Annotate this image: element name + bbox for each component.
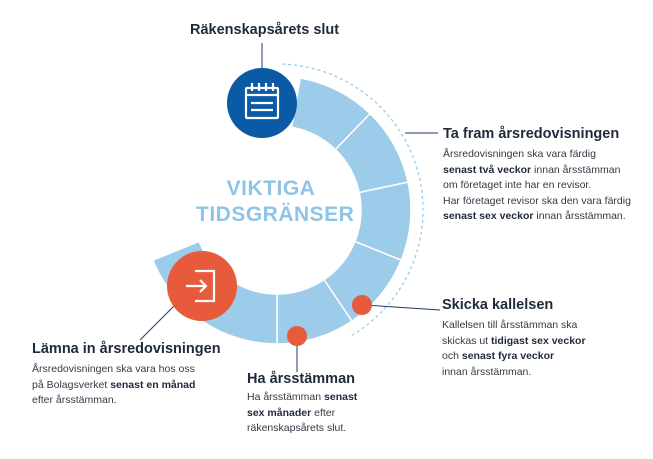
body-text: på Bolagsverket (32, 378, 111, 391)
body-text: Årsredovisningen ska vara färdig (443, 148, 596, 160)
emphasis-text: senast två veckor (443, 163, 532, 176)
submit-text-line-3 (32, 393, 221, 409)
body-text: Ha årsstämman (247, 391, 325, 403)
notice-text (442, 318, 586, 380)
notice-text-line-3 (442, 349, 586, 365)
notice-text-line-2 (442, 334, 586, 350)
body-text: Har företaget revisor ska den vara färdig (443, 194, 631, 207)
notice-marker-dot (352, 295, 372, 315)
submit-text-line-1 (32, 362, 221, 378)
body-text: innan årsstämman. (533, 210, 626, 222)
annual-report-text-line-4 (443, 194, 631, 210)
fiscal-year-end-heading: Räkenskapsårets slut (190, 22, 340, 38)
step-submit (32, 340, 221, 409)
annual-report-text-line-3 (443, 178, 631, 194)
notice-text-line-4 (442, 365, 586, 381)
step-fiscal-year-end (190, 21, 339, 39)
emphasis-text: tidigast sex veckor (491, 334, 586, 347)
submit-text-line-2 (32, 378, 221, 394)
body-text: efter (311, 406, 336, 419)
submit-text (32, 362, 221, 409)
emphasis-text: senast fyra veckor (461, 350, 555, 362)
center-title-line-1: VIKTIGA (226, 177, 316, 200)
agm-text-line-1 (247, 390, 357, 406)
agm-text-line-2 (247, 406, 357, 422)
agm-text (247, 390, 357, 437)
notice-text-line-1 (442, 318, 586, 334)
body-text: innan årsstämman. (442, 365, 532, 378)
annual-report-heading: Ta fram årsredovisningen (443, 126, 620, 142)
step-annual-report (443, 125, 631, 225)
body-text: Kallelsen till årsstämman ska (442, 319, 578, 331)
body-text: Årsredovisningen ska vara hos oss (32, 363, 195, 375)
emphasis-text: senast sex veckor (443, 210, 534, 222)
step-agm (247, 370, 357, 437)
step-notice (442, 296, 586, 380)
annual-report-text-line-2 (443, 163, 631, 179)
emphasis-text: senast (324, 391, 358, 403)
body-text: efter årsstämman. (32, 394, 117, 406)
calendar-badge (227, 68, 297, 138)
center-title-line-2: TIDSGRÄNSER (196, 203, 355, 226)
submit-heading: Lämna in årsredovisningen (32, 341, 221, 357)
annual-report-text-line-1 (443, 147, 631, 163)
center-title (196, 176, 355, 228)
leader-line-notice (365, 305, 440, 310)
body-text: om företaget inte har en revisor. (443, 179, 592, 191)
agm-text-line-3 (247, 421, 357, 437)
exit-badge (167, 251, 237, 321)
body-text: skickas ut (442, 334, 492, 347)
emphasis-text: sex månader (247, 406, 312, 419)
agm-heading: Ha årsstämman (247, 371, 355, 387)
annual-report-text-line-5 (443, 209, 631, 225)
body-text: räkenskapsårets slut. (247, 422, 347, 434)
body-text: innan årsstämman (531, 163, 621, 176)
agm-marker-dot (287, 326, 307, 346)
annual-report-text (443, 147, 631, 225)
body-text: och (442, 350, 462, 362)
notice-heading: Skicka kallelsen (442, 297, 554, 313)
emphasis-text: senast en månad (110, 378, 196, 391)
